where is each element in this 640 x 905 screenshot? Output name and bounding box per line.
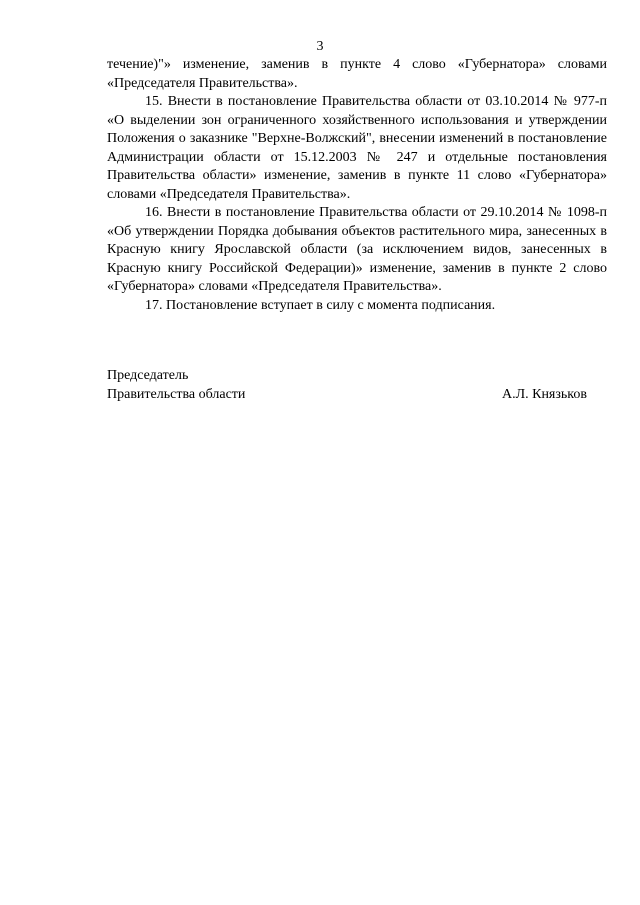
signatory-title-line2: Правительства области [107, 386, 246, 402]
paragraph-15: 15. Внести в постановление Правительства области от 03.10.2014 № 977-п «О выделении зон ограниченного хозяйственного использования и утверждении Положения о заказнике "Верхне-Волжский", внесении изменений в постановление Администрации области от 15.12.2003 № 247 и отдельные постановления Правительства области» изменение, заменив в пункте 11 слово «Губернатора» словами «Председателя Правительства». [107, 94, 607, 202]
signature-row [107, 386, 587, 405]
document-body [107, 56, 607, 315]
signatory-name: А.Л. Князьков [502, 386, 587, 402]
page-number: 3 [316, 39, 324, 54]
signature-block [107, 367, 587, 404]
signatory-title-line1: Председатель [107, 368, 189, 383]
paragraph-16: 16. Внести в постановление Правительства области от 29.10.2014 № 1098-п «Об утверждении Порядка добывания объектов растительного мира, занесенных в Красную книгу Ярославской области (за исключением видов, занесенных в Красную книгу Российской Федерации)» изменение, заменив в пункте 2 слово «Губернатора» словами «Председателя Правительства». [107, 205, 607, 294]
paragraph-17: 17. Постановление вступает в силу с момента подписания. [145, 297, 496, 313]
paragraph-continuation: течение)"» изменение, заменив в пункте 4 слово «Губернатора» словами «Председателя Правительства». [107, 57, 607, 91]
